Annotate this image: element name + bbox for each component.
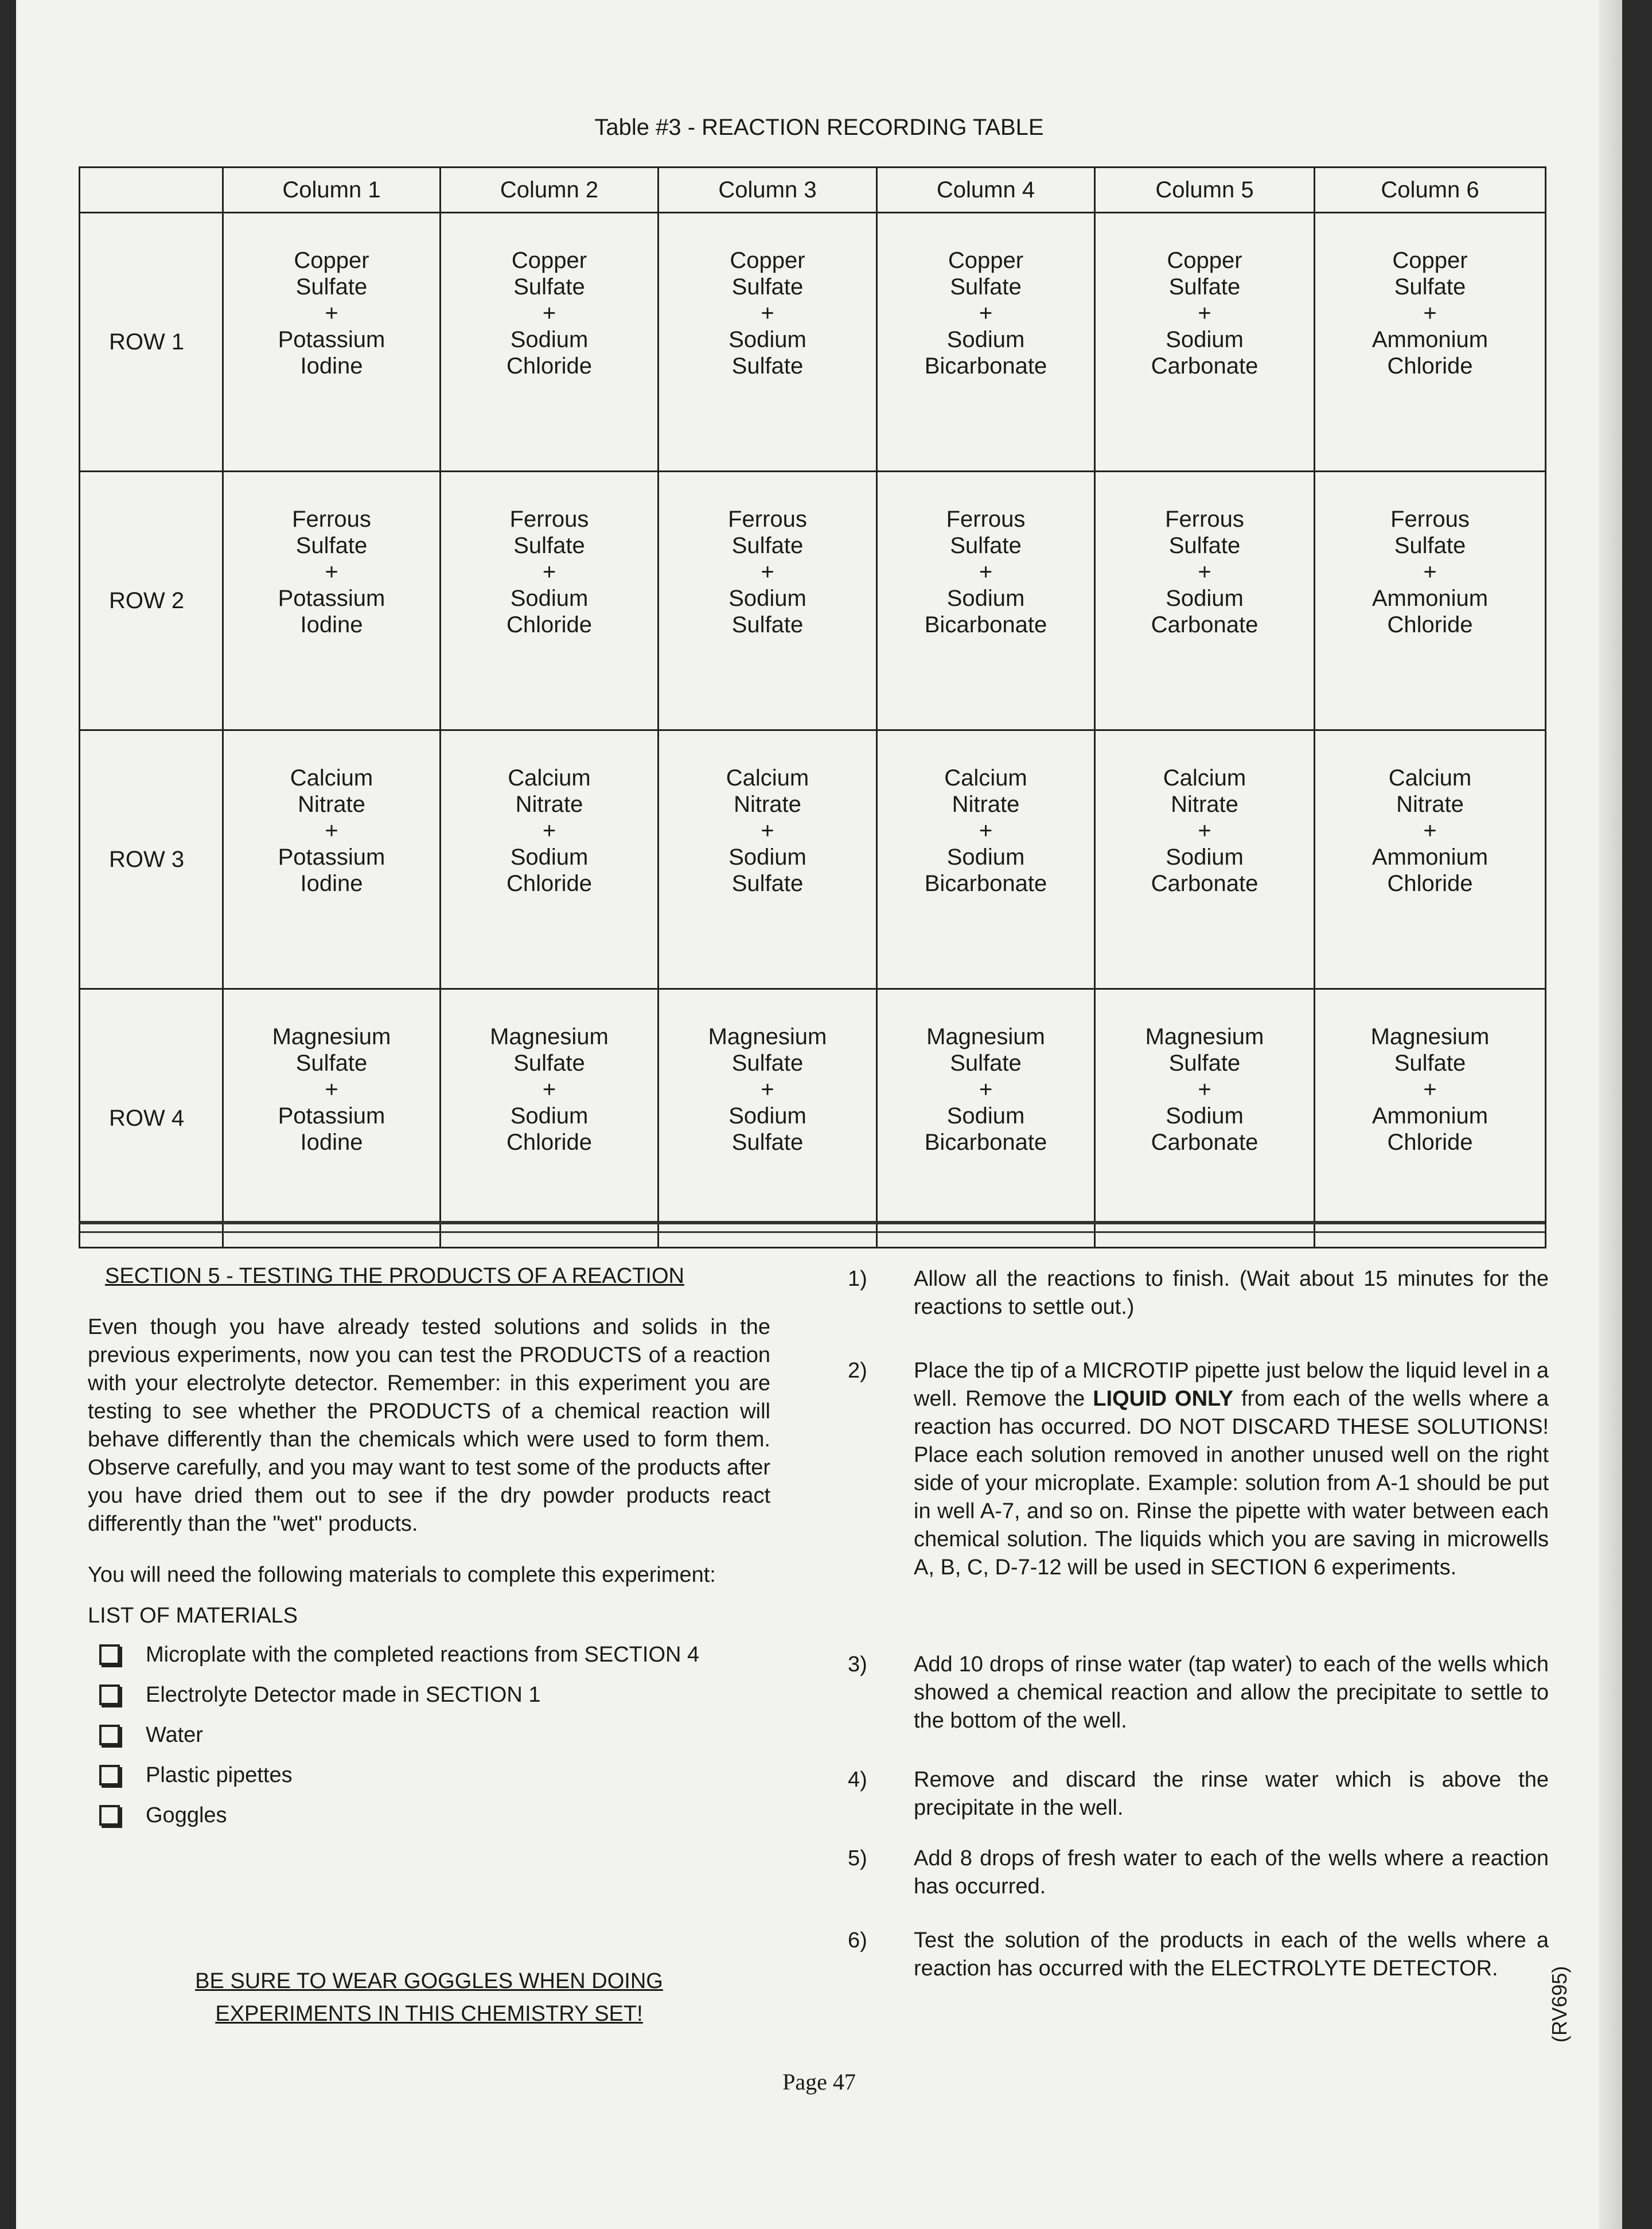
materials-item (88, 1755, 770, 1795)
cell-line: + (1198, 818, 1211, 843)
cell-line: Bicarbonate (924, 1130, 1047, 1155)
step-number: 5) (848, 1846, 867, 1870)
cell-line: Nitrate (298, 792, 365, 817)
cell-line: Calcium (944, 765, 1027, 791)
cell-line: Sulfate (295, 1051, 368, 1076)
row-label: ROW 1 (80, 213, 223, 472)
table-cell (441, 213, 659, 472)
step-text: Add 8 drops of fresh water to each of the wells where a reaction has occurred. (914, 1846, 1549, 1899)
cell-contents (224, 1024, 439, 1156)
step-item (848, 1845, 1549, 1901)
step-number: 3) (848, 1652, 867, 1676)
section-heading: SECTION 5 - TESTING THE PRODUCTS OF A REACTION (105, 1264, 684, 1288)
table-cell (877, 213, 1095, 472)
cell-line: + (1198, 559, 1211, 585)
table-cell (1315, 213, 1546, 472)
cell-contents (1315, 765, 1545, 897)
cell-line: Ammonium (1372, 586, 1489, 611)
cell-line: Chloride (1387, 871, 1473, 896)
materials-item-label: Plastic pipettes (146, 1763, 293, 1787)
cell-line: Copper (1392, 248, 1468, 273)
cell-line: Sulfate (950, 1051, 1022, 1076)
cell-line: Chloride (1387, 612, 1473, 637)
table-row (80, 730, 1546, 989)
cell-line: Sulfate (1168, 1051, 1241, 1076)
column-header: Column 4 (877, 168, 1095, 213)
cell-line: Sulfate (731, 353, 804, 379)
column-header: Column 2 (441, 168, 659, 213)
cell-contents (878, 765, 1094, 897)
reaction-recording-table (79, 166, 1546, 1248)
row-label: ROW 2 (80, 472, 223, 730)
cell-line: Sodium (728, 845, 806, 870)
cell-line: Ferrous (292, 507, 371, 532)
cell-line: Sulfate (731, 612, 804, 637)
cell-line: Magnesium (272, 1024, 391, 1049)
cell-line: + (761, 559, 774, 585)
step-text-part: Place the tip of a MICROTIP pipette just below the liquid level in a well. Remove the (914, 1359, 1549, 1411)
cell-line: Magnesium (490, 1024, 609, 1049)
step-item (848, 1651, 1549, 1735)
cell-line: Bicarbonate (924, 871, 1047, 896)
cell-line: Chloride (506, 1130, 592, 1155)
cell-line: Nitrate (1396, 792, 1464, 817)
cell-line: Sulfate (295, 533, 368, 558)
cell-line: Chloride (1387, 353, 1473, 379)
cell-contents (441, 506, 657, 638)
cell-line: Carbonate (1151, 612, 1259, 637)
cell-line: Calcium (290, 765, 373, 791)
cell-line: Copper (948, 248, 1024, 273)
step-item (848, 1265, 1549, 1321)
cell-contents (1315, 247, 1545, 379)
table-cell (877, 730, 1095, 989)
section-divider (79, 1221, 1545, 1233)
step-item (848, 1927, 1549, 1983)
cell-contents (878, 247, 1094, 379)
cell-line: Sodium (510, 1103, 589, 1129)
table-cell (223, 472, 441, 730)
cell-line: Ferrous (946, 507, 1026, 532)
cell-line: Nitrate (734, 792, 801, 817)
cell-line: Ammonium (1372, 845, 1489, 870)
cell-line: Magnesium (1145, 1024, 1264, 1049)
cell-line: Sodium (728, 1103, 806, 1129)
table-cell (1315, 989, 1546, 1248)
cell-line: Chloride (506, 353, 592, 379)
cell-contents (441, 1024, 657, 1156)
cell-line: Nitrate (515, 792, 583, 817)
step-number: 1) (848, 1267, 867, 1291)
cell-line: Magnesium (708, 1024, 827, 1049)
cell-contents (878, 506, 1094, 638)
cell-line: Iodine (300, 612, 363, 637)
cell-contents (1315, 1024, 1545, 1156)
cell-line: + (325, 301, 338, 326)
cell-line: Sulfate (731, 871, 804, 896)
checkbox-icon[interactable] (99, 1725, 120, 1745)
column-header: Column 3 (659, 168, 877, 213)
cell-line: Chloride (1387, 1130, 1473, 1155)
table-cell (1095, 989, 1315, 1248)
cell-line: Sodium (1166, 845, 1244, 870)
cell-contents (224, 765, 439, 897)
checkbox-icon[interactable] (99, 1805, 120, 1826)
corner-cell (80, 168, 223, 213)
cell-line: + (542, 818, 556, 843)
cell-line: Sodium (946, 327, 1025, 352)
materials-item (88, 1795, 770, 1835)
table-cell (1095, 213, 1315, 472)
cell-line: Iodine (300, 1130, 363, 1155)
cell-line: + (979, 1077, 993, 1102)
cell-line: Ferrous (1165, 507, 1244, 532)
intro-paragraph: Even though you have already tested solutions and solids in the previous experiments, now you can test the PRODUCTS of a reaction with your electrolyte detector. Remember: in this experiment you are testing to see whether the PRODUCTS of a chemical reaction will behave differently than the chemicals which were used to form them. Observe carefully, and you may want to test some of the products after you have dried them out to see if the dry powder products react differently than the "wet" products. (88, 1315, 770, 1536)
cell-line: + (1423, 1077, 1437, 1102)
table-cell (659, 472, 877, 730)
page-number: Page 47 (782, 2069, 856, 2095)
cell-line: Magnesium (1370, 1024, 1490, 1049)
cell-line: Copper (511, 248, 587, 273)
step-item (848, 1766, 1549, 1822)
column-header: Column 5 (1095, 168, 1315, 213)
cell-line: Carbonate (1151, 353, 1259, 379)
cell-line: Calcium (508, 765, 591, 791)
cell-line: + (1423, 818, 1437, 843)
materials-item-label: Microplate with the completed reactions from SECTION 4 (146, 1642, 700, 1667)
step-number: 6) (848, 1928, 867, 1952)
cell-line: Ammonium (1372, 327, 1489, 352)
table-cell (441, 472, 659, 730)
cell-line: Iodine (300, 353, 363, 379)
table-cell (877, 472, 1095, 730)
cell-line: Sulfate (1394, 1051, 1466, 1076)
table-row (80, 213, 1546, 472)
cell-line: Calcium (1388, 765, 1472, 791)
cell-line: Calcium (726, 765, 809, 791)
cell-line: + (1198, 1077, 1211, 1102)
table-cell (441, 989, 659, 1248)
cell-contents (1096, 765, 1314, 897)
cell-contents (441, 765, 657, 897)
materials-heading: LIST OF MATERIALS (88, 1604, 298, 1628)
table-cell (1095, 730, 1315, 989)
step-text: Allow all the reactions to finish. (Wait about 15 minutes for the reactions to settle out.) (914, 1267, 1549, 1319)
step-text-bold: LIQUID ONLY (1093, 1387, 1234, 1411)
cell-contents (659, 1024, 876, 1156)
cell-line: + (979, 818, 993, 843)
cell-line: Calcium (1163, 765, 1246, 791)
cell-line: Sodium (510, 327, 589, 352)
section-5-column (88, 1262, 770, 1835)
cell-line: Copper (1167, 248, 1242, 273)
cell-line: Ferrous (509, 507, 589, 532)
cell-contents (1315, 506, 1545, 638)
cell-line: Carbonate (1151, 1130, 1259, 1155)
goggles-warning (88, 1965, 770, 2030)
cell-line: Sulfate (513, 274, 585, 299)
cell-line: Sodium (946, 1103, 1025, 1129)
cell-line: + (1198, 301, 1211, 326)
cell-line: Sodium (946, 845, 1025, 870)
cell-line: Sulfate (731, 1051, 804, 1076)
step-number: 2) (848, 1359, 867, 1383)
cell-line: Sulfate (731, 1130, 804, 1155)
cell-contents (659, 506, 876, 638)
materials-item-label: Electrolyte Detector made in SECTION 1 (146, 1682, 541, 1707)
table-cell (877, 989, 1095, 1248)
table-header-row (80, 168, 1546, 213)
cell-line: Sulfate (295, 274, 368, 299)
page-edge (1599, 0, 1622, 2229)
cell-line: Ferrous (1390, 507, 1470, 532)
cell-line: + (542, 559, 556, 585)
checkbox-icon[interactable] (99, 1685, 120, 1705)
checkbox-icon[interactable] (99, 1765, 120, 1785)
cell-line: + (542, 1077, 556, 1102)
cell-line: Sodium (1166, 1103, 1244, 1129)
warning-line: EXPERIMENTS IN THIS CHEMISTRY SET! (215, 2002, 643, 2026)
cell-line: + (1423, 301, 1437, 326)
cell-line: Potassium (278, 586, 385, 611)
step-text: Remove and discard the rinse water which is above the precipitate in the well. (914, 1768, 1549, 1820)
cell-line: Sulfate (950, 533, 1022, 558)
step-text: Test the solution of the products in each of the wells where a reaction has occurred with the ELECTROLYTE DETECTOR. (914, 1928, 1549, 1981)
materials-item (88, 1715, 770, 1755)
cell-contents (224, 247, 439, 379)
cell-line: Chloride (506, 871, 592, 896)
cell-line: Chloride (506, 612, 592, 637)
cell-line: Magnesium (926, 1024, 1045, 1049)
table-title: Table #3 - REACTION RECORDING TABLE (594, 115, 1044, 140)
table-cell (441, 730, 659, 989)
step-text-part: from each of the wells where a reaction has occurred. DO NOT DISCARD THESE SOLUTIONS! Place each solution removed in another unused well on the right side of your microplate. Example: solution from A-1 should be put in well A-7, and so on. Rinse the pipette with water between each chemical solution. The liquids which you are saving in microwells A, B, C, D-7-12 will be used in SECTION 6 experiments. (914, 1387, 1549, 1580)
cell-line: + (979, 301, 993, 326)
cell-line: Iodine (300, 871, 363, 896)
cell-line: Sodium (510, 845, 589, 870)
column-header: Column 6 (1315, 168, 1546, 213)
cell-contents (1096, 506, 1314, 638)
step-text (914, 1357, 1549, 1582)
materials-item (88, 1635, 770, 1675)
table-cell (1315, 730, 1546, 989)
table-row (80, 472, 1546, 730)
cell-line: Nitrate (1171, 792, 1238, 817)
cell-line: Ammonium (1372, 1103, 1489, 1129)
cell-line: Potassium (278, 327, 385, 352)
cell-line: Nitrate (952, 792, 1020, 817)
materials-item-label: Goggles (146, 1803, 227, 1827)
cell-line: Sulfate (513, 1051, 585, 1076)
materials-item (88, 1675, 770, 1715)
cell-line: Sodium (510, 586, 589, 611)
table-cell (223, 730, 441, 989)
cell-line: + (979, 559, 993, 585)
table-cell (1095, 472, 1315, 730)
cell-line: + (1423, 559, 1437, 585)
cell-line: Sodium (1166, 327, 1244, 352)
materials-list (88, 1635, 770, 1835)
cell-line: Sulfate (1168, 533, 1241, 558)
cell-line: + (542, 301, 556, 326)
cell-line: Sodium (1166, 586, 1244, 611)
cell-contents (878, 1024, 1094, 1156)
table-cell (223, 989, 441, 1248)
cell-line: Bicarbonate (924, 612, 1047, 637)
step-text: Add 10 drops of rinse water (tap water) to each of the wells which showed a chemical reaction and allow the precipitate to settle to the bottom of the well. (914, 1652, 1549, 1733)
cell-line: Carbonate (1151, 871, 1259, 896)
cell-line: Sulfate (1168, 274, 1241, 299)
document-page (16, 0, 1622, 2229)
catalog-code: (RV695) (1548, 1966, 1571, 2043)
materials-intro: You will need the following materials to complete this experiment: (88, 1563, 716, 1587)
cell-line: + (325, 1077, 338, 1102)
cell-contents (224, 506, 439, 638)
cell-line: Sulfate (731, 533, 804, 558)
cell-line: Potassium (278, 845, 385, 870)
step-number: 4) (848, 1768, 867, 1792)
cell-line: + (761, 301, 774, 326)
cell-line: + (761, 1077, 774, 1102)
step-item (848, 1357, 1549, 1582)
cell-line: Bicarbonate (924, 353, 1047, 379)
cell-line: + (761, 818, 774, 843)
cell-line: Sulfate (513, 533, 585, 558)
table-row (80, 989, 1546, 1248)
cell-line: Ferrous (728, 507, 807, 532)
cell-line: + (325, 818, 338, 843)
table-cell (659, 730, 877, 989)
checkbox-icon[interactable] (99, 1644, 120, 1665)
cell-contents (441, 247, 657, 379)
cell-line: Sodium (946, 586, 1025, 611)
cell-contents (1096, 247, 1314, 379)
cell-line: Sulfate (731, 274, 804, 299)
column-header: Column 1 (223, 168, 441, 213)
cell-line: Copper (294, 248, 369, 273)
cell-line: Sulfate (950, 274, 1022, 299)
cell-line: + (325, 559, 338, 585)
cell-line: Sulfate (1394, 533, 1466, 558)
cell-contents (659, 765, 876, 897)
cell-line: Sodium (728, 327, 806, 352)
cell-line: Sulfate (1394, 274, 1466, 299)
cell-line: Sodium (728, 586, 806, 611)
table-cell (659, 213, 877, 472)
cell-contents (659, 247, 876, 379)
cell-contents (1096, 1024, 1314, 1156)
table-cell (223, 213, 441, 472)
materials-item-label: Water (146, 1722, 203, 1747)
table-cell (1315, 472, 1546, 730)
cell-line: Copper (730, 248, 805, 273)
table-cell (659, 989, 877, 1248)
cell-line: Potassium (278, 1103, 385, 1129)
warning-line: BE SURE TO WEAR GOGGLES WHEN DOING (195, 1969, 663, 1993)
row-label: ROW 4 (80, 989, 223, 1248)
row-label: ROW 3 (80, 730, 223, 989)
